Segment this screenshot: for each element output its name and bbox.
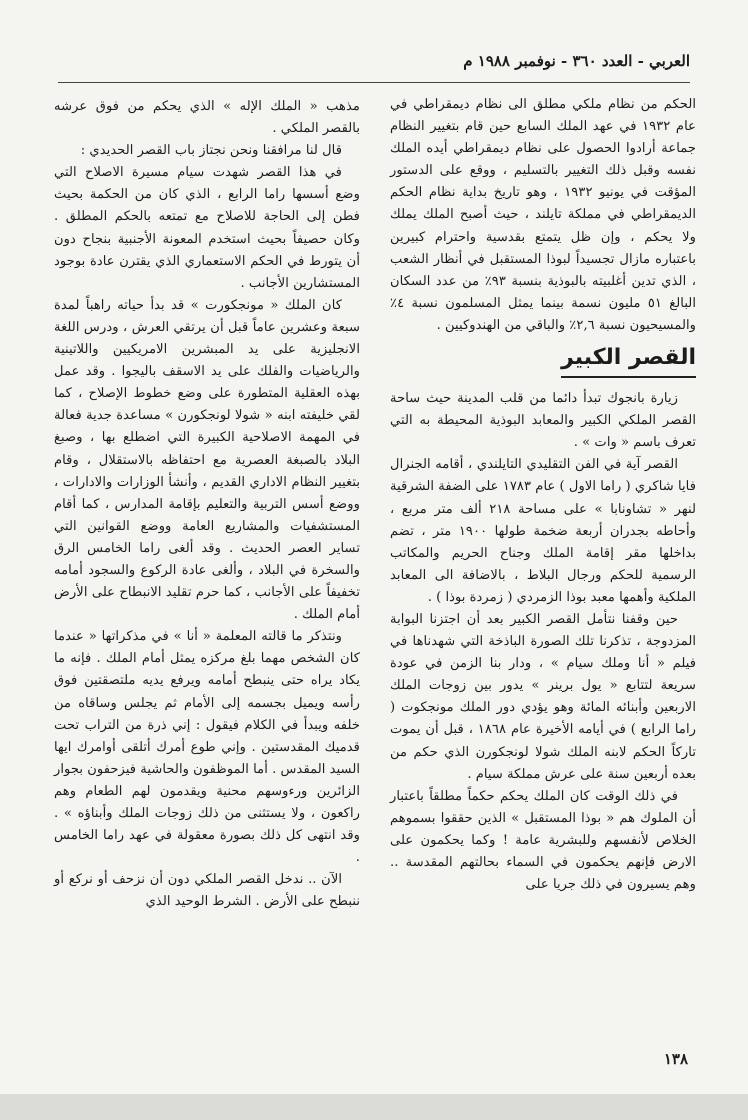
right-column — [390, 94, 696, 896]
paragraph: مذهب « الملك الإله » الذي يحكم من فوق عرشه بالقصر الملكي . — [54, 99, 360, 137]
page-bottom-edge — [0, 1094, 748, 1120]
page-number: ١٣٨ — [663, 1050, 688, 1068]
paragraph: كان الملك « مونجكورت » قد بدأ حياته راهباً لمدة سبعة وعشرين عاماً قبل أن يرتقي العرش ، ودرس اللغة الانجليزية على يد المبشرين الامريكيين واللاتينية والرياضيات والفلك على يد الاسقف باليجوا . وقد عمل بهذه العقلية المتطورة على وضع خطوط الإصلاح ، كما لقي خليفته ابنه « شولا لونجكورن » مساعدة جدية فعالة في المهمة الاصلاحية الكبيرة التي اضطلع بها ، وصبغ البلاد بالصبغة العصرية مع احتفاظه بالاستقلال ، وقام بتغيير النظام الاداري القديم ، وأنشأ الوزارات والادارات ، ووضع أسس التربية والتعليم بإقامة المدارس ، كما أقام المستشفيات والمشاريع العامة ووضع القوانين التي تساير العصر الحديث . وقد ألغى راما الخامس الرق والسخرة في البلاد ، وألغى عادة الركوع والسجود أمامه تخفيفاً على الأجانب ، كما حرم تقليد الانبطاح على الأرض أمام الملك . — [54, 297, 360, 623]
paragraph: القصر آية في الفن التقليدي التايلندي ، أقامه الجنرال فايا شاكري ( راما الاول ) عام ١٧٨٣ على الضفة الشرقية لنهر « تشاونابا » على مساحة ٢١٨ ألف متر مربع ، وأحاطه بجدران أربعة ضخمة طولها ١٩٠٠ متر ، تضم بداخلها مقر إقامة الملك وجناح الحريم والمكاتب الرسمية للحكم ورجال البلاط ، بالاضافة الى المعابد الملكية وأهمها معبد بوذا الزمردي ( زمردة بوذا ) . — [390, 457, 696, 605]
paragraph: في هذا القصر شهدت سيام مسيرة الاصلاح التي وضع أسسها راما الرابع ، الذي كان من الحكمة بحيث فطن إلى الحاجة للاصلاح مع تمتعه بالحكم المطلق . وكان حصيفاً بحيث استخدم المعونة الأجنبية بنجاح دون أن يتورط في الحكم الاستعماري الذي يقترن عادة بوجود المستشارين الأجانب . — [54, 165, 360, 291]
paragraph: حين وقفنا نتأمل القصر الكبير بعد أن اجتزنا البوابة المزدوجة ، تذكرنا تلك الصورة الباذخة التي شهدناها في فيلم « أنا وملك سيام » ، ودار بنا الزمن في عودة سريعة لتتابع « يول برينر » يدور بين زوجات الملك الاربعين وأبنائه المائة وهو يؤدي دور الملك مونجكوت ( راما الرابع ) في أيامه الأخيرة عام ١٨٦٨ ، قبل أن يموت تاركاً الحكم لابنه الملك شولا لونجكورن الذي حكم من بعده أربعين سنة على عرش مملكة سيام . — [390, 611, 696, 782]
paragraph: زيارة بانجوك تبدأ دائما من قلب المدينة حيث ساحة القصر الملكي الكبير والمعابد البوذية المحيطة به التي تعرف باسم « وات » . — [390, 391, 696, 451]
running-header: العربي - العدد ٣٦٠ - نوفمبر ١٩٨٨ م — [463, 52, 690, 70]
section-heading: القصر الكبير — [561, 343, 696, 378]
header-rule — [58, 82, 690, 83]
paragraph: ونتذكر ما قالته المعلمة « أنا » في مذكراتها « عندما كان الشخص مهما بلغ مركزه يمثل أمام الملك . فإنه ما يكاد يراه حتى ينبطح أمامه ويرفع يديه ملتصقتين فوق رأسه ويميل بجسمه إلى الأمام ثم يجلس وساقاه من خلفه ويبدأ في الكلام فيقول : إني ذرة من التراب تحت قدميك المقدستين . وإني طوع أمرك أتلقى أوامرك ايها السيد المقدس . أما الموظفون والحاشية فيزحفون بجوار الزائرين ورءوسهم محنية ويقدمون لهم الطعام وهم راكعون ، ولا يستثنى من ذلك زوجات الملك وأبناؤه » . وقد انتهى كل ذلك بصورة معقولة في عهد راما الخامس . — [54, 629, 360, 866]
paragraph: في ذلك الوقت كان الملك يحكم حكماً مطلقاً باعتبار أن الملوك هم « بوذا المستقبل » الذين حققوا بسموهم الخلاص لأنفسهم وللبشرية عامة ! وكما يحكمون على الارض فإنهم يحكمون في السماء بحالتهم المقدسة .. وهم يسيرون في ذلك جريا على — [390, 788, 696, 893]
paragraph: الآن .. ندخل القصر الملكي دون أن نزحف أو نركع أو ننبطح على الأرض . الشرط الوحيد الذي — [54, 872, 360, 910]
paragraph: قال لنا مرافقنا ونحن نجتاز باب القصر الحديدي : — [80, 143, 342, 159]
paragraph: الحكم من نظام ملكي مطلق الى نظام ديمقراطي في عام ١٩٣٢ في عهد الملك السابع حين قام بتغيير النظام جماعة أرادوا الحصول على نظام ديمقراطي أيده الملك نفسه وقبل ذلك التغيير بالتسليم ، ووقع على الدستور المؤقت في يونيو ١٩٣٢ ، وهو تاريخ بداية نظام الحكم الديمقراطي في مملكة تايلند ، حيث أصبح الملك يملك ولا يحكم ، وإن ظل يتمتع بقدسية واحترام كبيرين باعتباره مازال تجسيداً لبوذا المستقبل في أنظار الشعب ، الذي تدين أغلبيته بالبوذية بنسبة ٩٣٪ من عدد السكان البالغ ٥١ مليون نسمة بينما يمثل المسلمون نسبة ٤٪ والمسيحيون نسبة ٢,٦٪ والباقي من الهندوكيين . — [390, 97, 696, 333]
left-column — [54, 96, 360, 913]
